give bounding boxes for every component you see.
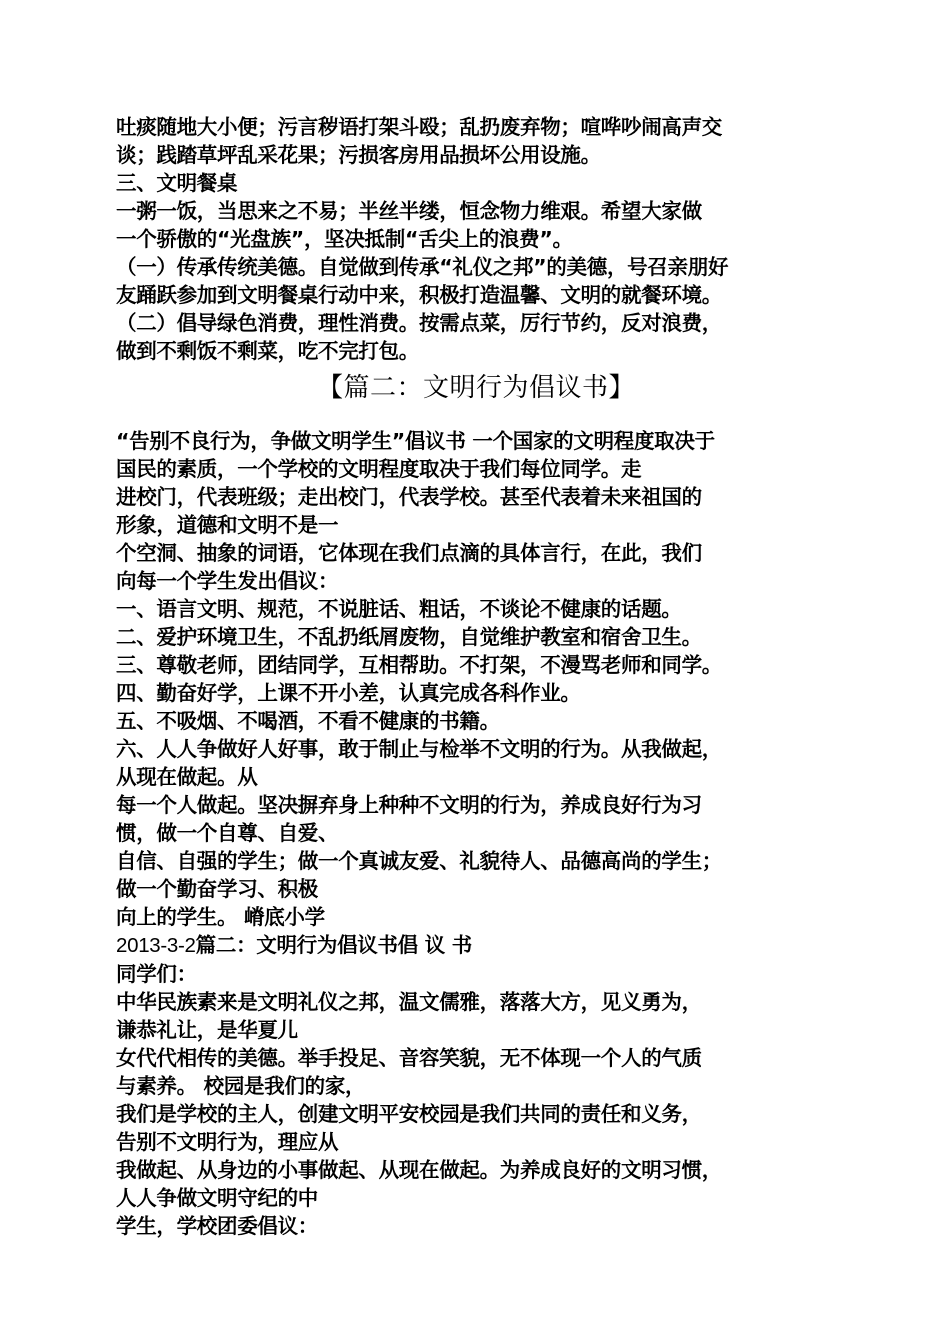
- text-line: 告别不文明行为，理应从: [116, 1130, 339, 1154]
- text-line: 学生，学校团委倡议：: [116, 1214, 318, 1238]
- text-line: （二）倡导绿色消费，理性消费。按需点菜，厉行节约，反对浪费，: [116, 311, 722, 335]
- text-line: 三、尊敬老师，团结同学，互相帮助。不打架，不漫骂老师和同学。: [116, 653, 722, 677]
- text-line: 一个骄傲的“光盘族”，坚决抵制“舌尖上的浪费”。: [116, 227, 573, 251]
- text-line: 我们是学校的主人，创建文明平安校园是我们共同的责任和义务，: [116, 1102, 702, 1126]
- text-line: 谦恭礼让，是华夏儿: [116, 1018, 298, 1042]
- text-line: 同学们：: [116, 962, 197, 986]
- text-line: 个空洞、抽象的词语，它体现在我们点滴的具体言行，在此，我们: [116, 541, 702, 565]
- date-text: 2013-3-2: [116, 934, 196, 957]
- text-line: 与素养。 校园是我们的家，: [116, 1074, 366, 1098]
- text-line: 进校门，代表班级；走出校门，代表学校。甚至代表着未来祖国的: [116, 485, 702, 509]
- text-line: 一粥一饭，当思来之不易；半丝半缕，恒念物力维艰。希望大家做: [116, 199, 702, 223]
- text-line: （一）传承传统美德。自觉做到传承“礼仪之邦”的美德，号召亲朋好: [116, 255, 729, 279]
- text-line: 一、语言文明、规范，不说脏话、粗话，不谈论不健康的话题。: [116, 597, 682, 621]
- text-line: 三、文明餐桌: [116, 171, 238, 195]
- text-line: 我做起、从身边的小事做起、从现在做起。为养成良好的文明习惯，: [116, 1158, 722, 1182]
- text-line: 自信、自强的学生；做一个真诚友爱、礼貌待人、品德高尚的学生；: [116, 849, 722, 873]
- text-line: 女代代相传的美德。举手投足、音容笑貌，无不体现一个人的气质: [116, 1046, 702, 1070]
- text-block-middle: [116, 427, 836, 931]
- text-line: 吐痰随地大小便；污言秽语打架斗殴；乱扔废弃物；喧哗吵闹高声交: [116, 115, 722, 139]
- text-block-top: [116, 113, 836, 365]
- text-line: 每一个人做起。坚决摒弃身上种种不文明的行为，养成良好行为习: [116, 793, 702, 817]
- text-line: “告别不良行为，争做文明学生”倡议书 一个国家的文明程度取决于: [116, 429, 715, 453]
- text-line: 形象，道德和文明不是一: [116, 513, 339, 537]
- text-line: 谈；践踏草坪乱采花果；污损客房用品损坏公用设施。: [116, 143, 601, 167]
- text-line: 四、勤奋好学，上课不开小差，认真完成各科作业。: [116, 681, 581, 705]
- text-line: 二、爱护环境卫生，不乱扔纸屑废物，自觉维护教室和宿舍卫生。: [116, 625, 702, 649]
- text-line: 友踊跃参加到文明餐桌行动中来，积极打造温馨、文明的就餐环境。: [116, 283, 722, 307]
- text-line: 国民的素质，一个学校的文明程度取决于我们每位同学。走: [116, 457, 642, 481]
- text-block-bottom: [116, 960, 836, 1240]
- text-line: 惯，做一个自尊、自爱、: [116, 821, 339, 845]
- date-heading-line: [116, 931, 836, 960]
- proposal-heading: 篇二：文明行为倡议书倡 议 书: [195, 933, 472, 957]
- text-line: 向每一个学生发出倡议：: [116, 569, 339, 593]
- text-line: 中华民族素来是文明礼仪之邦，温文儒雅，落落大方，见义勇为，: [116, 990, 702, 1014]
- text-line: 做一个勤奋学习、积极: [116, 877, 318, 901]
- text-line: 人人争做文明守纪的中: [116, 1186, 318, 1210]
- section-title: 【篇二：文明行为倡议书】: [316, 373, 635, 403]
- text-line: 从现在做起。从: [116, 765, 258, 789]
- document-page: [116, 113, 836, 1240]
- text-line: 六、人人争做好人好事，敢于制止与检举不文明的行为。从我做起，: [116, 737, 722, 761]
- text-line: 五、不吸烟、不喝酒，不看不健康的书籍。: [116, 709, 500, 733]
- text-line: 做到不剩饭不剩菜，吃不完打包。: [116, 339, 419, 363]
- text-line: 向上的学生。 嵴底小学: [116, 905, 325, 929]
